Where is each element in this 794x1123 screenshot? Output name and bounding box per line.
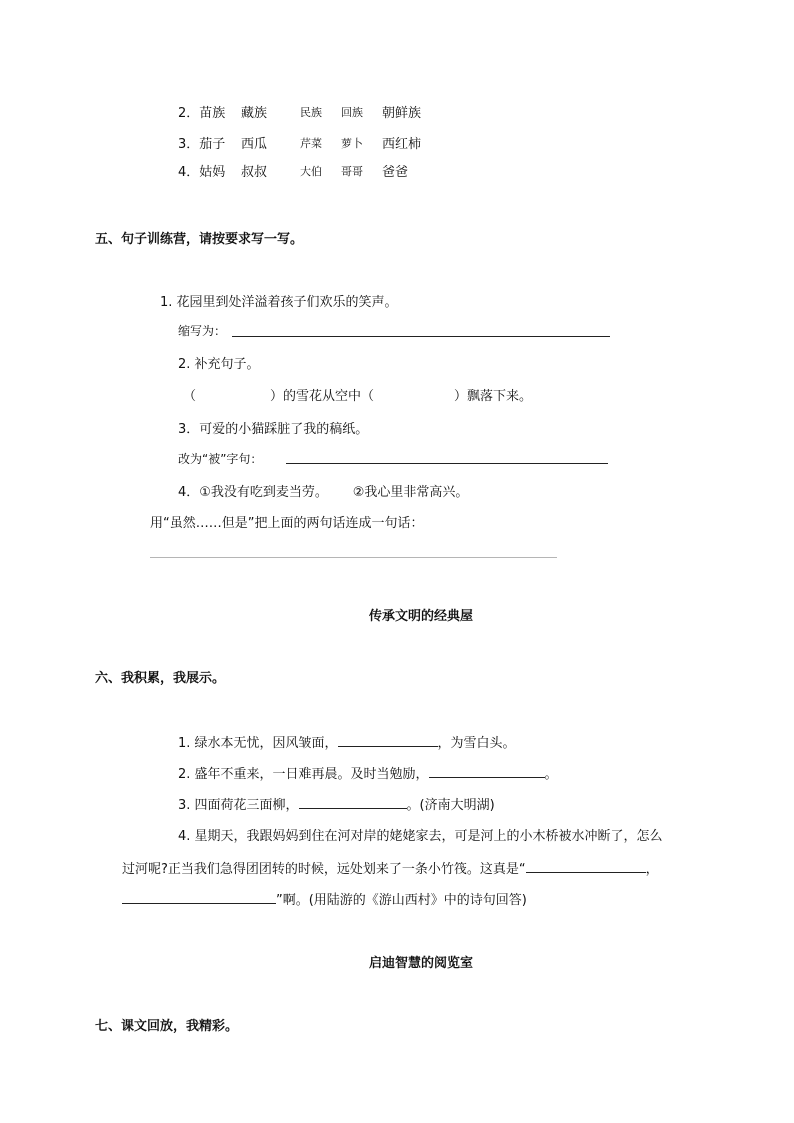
question-text: 1. 绿水本无忧，因风皱面， ，为雪白头。 <box>178 736 516 751</box>
section-heading: 六、我积累，我展示。 <box>95 671 226 686</box>
row-number: 4． <box>178 165 200 180</box>
word: 藏族 <box>241 106 268 121</box>
question-text: ”啊。(用陆游的《游山西村》中的诗句回答) <box>122 889 527 908</box>
answer-line[interactable] <box>286 463 608 464</box>
word: 朝鲜族 <box>382 106 422 121</box>
question-text: 2. 补充句子。 <box>178 357 260 372</box>
question-text: 2. 盛年不重来，一日难再晨。及时当勉励， 。 <box>178 767 558 782</box>
word: 姑妈 <box>199 165 226 180</box>
word: 西瓜 <box>241 137 268 152</box>
answer-line[interactable] <box>150 557 557 558</box>
word: 苗族 <box>199 106 226 121</box>
question-text: 过河呢?正当我们急得团团转的时候，远处划来了一条小竹筏。这真是“ ， <box>122 862 659 877</box>
word: 爸爸 <box>382 165 409 180</box>
blank[interactable] <box>122 891 276 904</box>
word: 民族 <box>300 106 322 119</box>
word: 哥哥 <box>341 165 363 178</box>
blank[interactable] <box>299 796 407 809</box>
word: 回族 <box>341 106 363 119</box>
word-group-row-2 <box>178 102 225 121</box>
section-heading: 五、句子训练营，请按要求写一写。 <box>95 232 304 247</box>
word-group-row-3 <box>178 133 225 152</box>
word: 叔叔 <box>241 165 268 180</box>
word-group-row-4 <box>178 161 225 180</box>
subsection-title: 传承文明的经典屋 <box>369 609 474 624</box>
answer-prompt: 改为“被”字句： <box>178 452 263 466</box>
answer-prompt: 缩写为： <box>178 324 227 338</box>
fill-in-sentence: （ ）的雪花从空中（ ）飘落下来。 <box>183 389 533 404</box>
section-heading: 七、课文回放，我精彩。 <box>95 1019 239 1034</box>
blank[interactable] <box>338 734 438 747</box>
row-number: 2． <box>178 106 200 121</box>
word: 大伯 <box>300 165 322 178</box>
answer-prompt: 用“虽然……但是”把上面的两句话连成一句话： <box>150 516 424 531</box>
blank[interactable] <box>526 860 646 873</box>
word: 西红柿 <box>382 137 422 152</box>
answer-line[interactable] <box>232 336 610 337</box>
subsection-title: 启迪智慧的阅览室 <box>369 956 474 971</box>
blank[interactable] <box>429 765 545 778</box>
word: 茄子 <box>199 137 226 152</box>
question-text: 3. 四面荷花三面柳， 。(济南大明湖) <box>178 798 495 813</box>
question-text: 4. 星期天，我跟妈妈到住在河对岸的姥姥家去，可是河上的小木桥被水冲断了，怎么 <box>178 829 663 844</box>
row-number: 3． <box>178 137 200 152</box>
question-text: 3．可爱的小猫踩脏了我的稿纸。 <box>178 422 369 437</box>
word: 芹菜 <box>300 137 322 150</box>
word: 萝卜 <box>341 137 363 150</box>
question-text: 1. 花园里到处洋溢着孩子们欢乐的笑声。 <box>160 295 398 310</box>
question-text: 4．①我没有吃到麦当劳。 ②我心里非常高兴。 <box>178 485 469 500</box>
